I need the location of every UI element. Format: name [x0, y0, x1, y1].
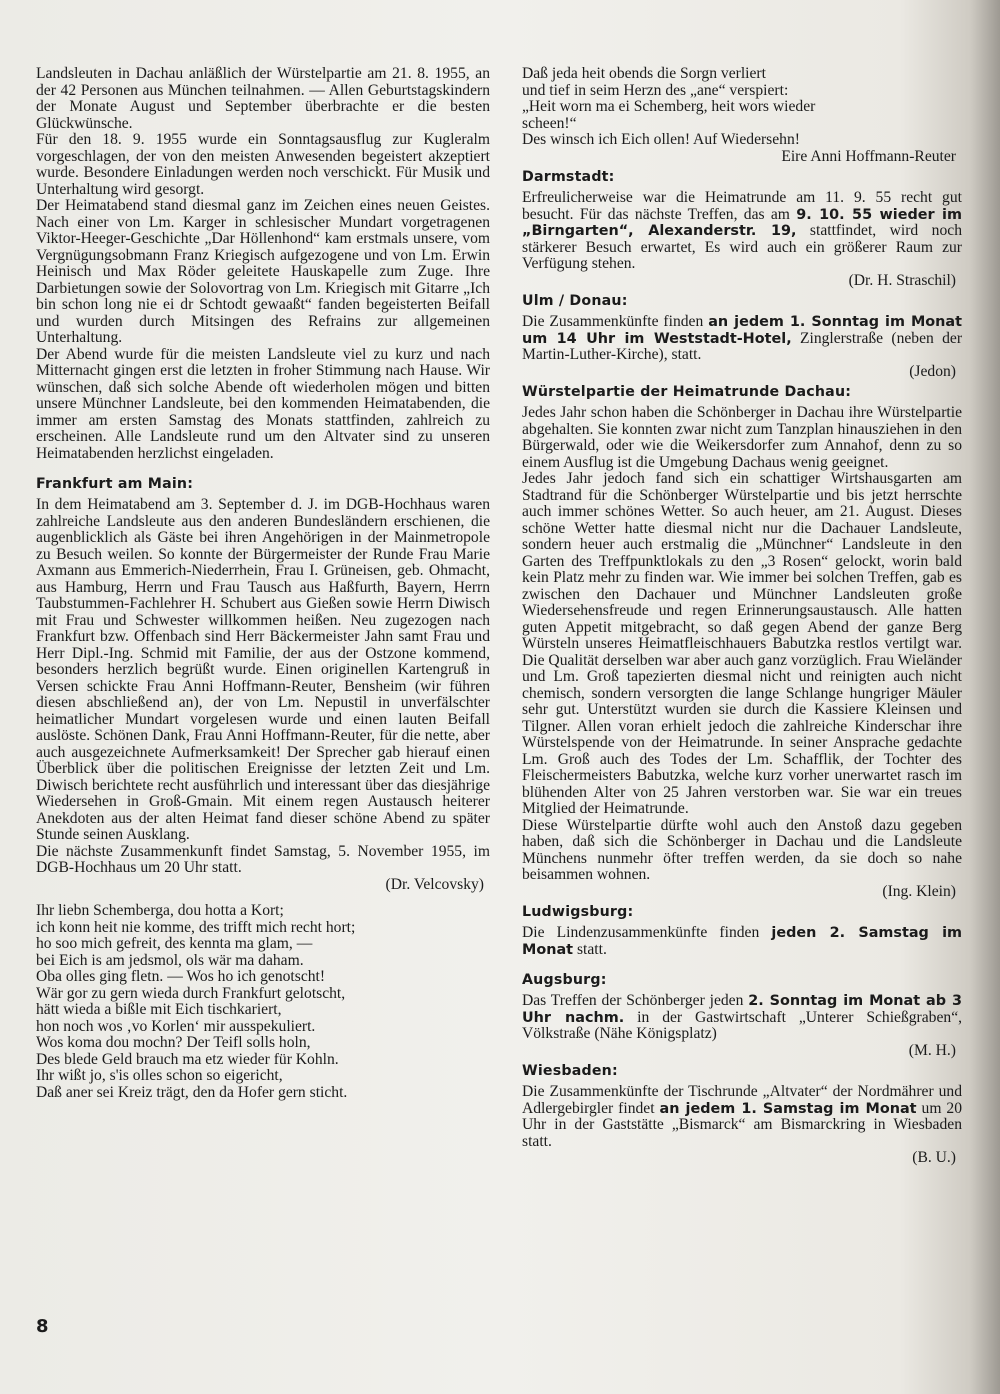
page-number: 8 [36, 1316, 49, 1337]
dachau-paragraph-1: Jedes Jahr schon haben die Schönberger in Dachau ihre Würstelpartie abgehalten. Sie konnten zwar nicht zum Tanzplan hinausziehen in den Bürgerwald, oder wie die Weikersdorfer zum Annahof, denn zu so einem Ausflug ist die Umgebung Dachaus wenig geeignet. [522, 404, 962, 471]
heimatabend-paragraph: Der Heimatabend stand diesmal ganz im Zeichen eines neuen Geistes. Nach einer von Lm. Karger in schlesischer Mundart vorgetragenen Viktor-Heeger-Geschichte „Dar Höllenhond“ kam erstmals unsere, vom Vergnügungsobmann Franz Kriegisch aufgezogene und von Lm. Erwin Heinisch und Max Röder geleitete Hauskapelle zum Zuge. Ihre Darbietungen sowie der Solovortrag von Lm. Kriegisch mit Gitarre „Ich bin schon long nie ei dr Schtodt gewaaßt“ fanden begeisterten Beifall und wurden durch Mitsingen des Refrains zur allgemeinen Unterhaltung. [36, 197, 490, 346]
section-heading-ulm: Ulm / Donau: [522, 293, 628, 309]
ulm-date-location: an jedem 1. Sonntag im Monat um 14 Uhr im Weststadt-Hotel, [522, 314, 963, 347]
signature-bu: (B. U.) [912, 1149, 956, 1166]
signature-hoffmann-reuter: Eire Anni Hoffmann-Reuter [781, 147, 956, 165]
section-heading-augsburg: Augsburg: [522, 972, 607, 988]
augsburg-text-b: in der Gastwirtschaft „Unterer Schießgraben“, Völkstraße (Nähe Königsplatz) [522, 1008, 963, 1042]
ludwigsburg-date: jeden 2. Samstag im Monat [522, 925, 963, 958]
signature-jedon: (Jedon) [909, 362, 956, 380]
excursion-paragraph: Für den 18. 9. 1955 wurde ein Sonntagsausflug zur Kugleralm vorgeschlagen, der von den meisten Anwesenden begeistert akzeptiert wurde. Besondere Einladungen werden noch verschickt. Für Musik und Unterhaltung wird gesorgt. [36, 131, 490, 198]
section-heading-ludwigsburg: Ludwigsburg: [522, 904, 634, 920]
wiesbaden-text-b: um 20 Uhr in der Gaststätte „Bismarck“ am Bismarckring in Wiesbaden statt. [522, 1099, 963, 1150]
wiesbaden-text-a: Die Zusammenkünfte der Tischrunde „Altvater“ der Nordmährer und Adlergebirgler findet [522, 1083, 962, 1117]
ulm-paragraph [522, 314, 962, 364]
dachau-paragraph-3: Diese Würstelpartie dürfte wohl auch den Anstoß dazu gegeben haben, daß sich die Schönberger in Dachau und die Landsleute Münchens nunmehr öfter treffen werden, da sie doch so nahe beisammen wohnen. [522, 816, 962, 883]
signature-klein: (Ing. Klein) [882, 882, 956, 900]
intro-paragraph: Landsleuten in Dachau anläßlich der Würstelpartie am 21. 8. 1955, an der 42 Personen aus München teilnahmen. — Allen Geburtstagskindern der Monate August und September überbrachte er die besten Glückwünsche. [36, 65, 490, 132]
augsburg-text-a: Das Treffen der Schönberger jeden [522, 992, 744, 1009]
signature-velcovsky: (Dr. Velcovsky) [385, 875, 484, 893]
darmstadt-paragraph [522, 190, 962, 273]
frankfurt-paragraph: In dem Heimatabend am 3. September d. J. im DGB-Hochhaus waren zahlreiche Landsleute aus den anderen Bundesländern erschienen, die augenblicklich als Gäste bei ihren Angehörigen in der Mainmetropole zu Besuch weilen. So konnte der Bürgermeister der Runde Frau Marie Axmann aus Emmerich-Niederrhein, Frau I. Grüneisen, geb. Ohmacht, aus Hamburg, Herrn und Frau Tausch aus Haßfurth, Bayern, Herrn Taubstummen-Fachlehrer H. Schubert aus Gießen sowie Herrn Diwisch mit Frau und Schwester willkommen heißen. Neu zugezogen nach Frankfurt bzw. Offenbach sind Herr Bäckermeister Jahn samt Frau und Herr Dipl.-Ing. Schmid mit Familie, der aus der Ostzone kommend, besonders herzlich begrüßt wurde. Einen originellen Kartengruß in Versen schickte Frau Anni Hoffmann-Reuter, Bensheim (wir führen diesen abschließend an), der von Lm. Nepustil in unverfälschter heimatlicher Mundart vorgelesen wurde und einen lauten Beifall auslöste. Schönen Dank, Frau Anni Hoffmann-Reuter, für die nette, aber auch ausgezeichnete Aufmerksamkeit! Der Sprecher gab hierauf einen Überblick über die politischen Ereignisse der letzten Zeit und Lm. Diwisch berichtete recht ausführlich und interessant über das diesjährige Wiedersehen in Groß-Gmain. Mit einem regen Austausch heiterer Anekdoten aus der alten Heimat fand dieser schöne Abend zu später Stunde seinen Ausklang. [36, 496, 490, 843]
section-heading-dachau: Würstelpartie der Heimatrunde Dachau: [522, 384, 852, 400]
ulm-text-b: Zinglerstraße (neben der Martin-Luther-Kirche), statt. [522, 329, 963, 363]
next-meeting-paragraph: Die nächste Zusammenkunft findet Samstag, 5. November 1955, im DGB-Hochhaus um 20 Uhr statt. [36, 842, 490, 876]
section-heading-wiesbaden: Wiesbaden: [522, 1063, 618, 1079]
section-heading-darmstadt: Darmstadt: [522, 169, 615, 185]
ludwigsburg-text-a: Die Lindenzusammenkünfte finden [522, 924, 760, 941]
poem-continuation: Daß jeda heit obends die Sorgn verliert und tief in seim Herzn des „ane“ verspiert: „Heit worn ma ei Schemberg, heit wors wieder scheen!“ [522, 65, 816, 132]
ludwigsburg-text-b: statt. [576, 940, 607, 958]
section-heading-frankfurt: Frankfurt am Main: [36, 476, 194, 492]
dialect-poem: Ihr liebn Schemberga, dou hotta a Kort; ich konn heit nie komme, des trifft mich recht hort; ho soo mich gefreit, des kennta ma glam, — bei Eich is am jedsmol, ols wär ma daham. Oba olles ging fletn. — Wos ho ich genotscht! Wär gor zu gern wieda durch Frankfurt gelotscht, hätt wieda a bißle mit Eich tischkariert, hon noch wos ‚vo Korlen‘ mir ausspekuliert. Wos koma dou mochn? Der Teifl solls holn, Des blede Geld brauch ma etz wieder für Kohln. Ihr wißt jo, s'is olles schon so eigericht, Daß aner sei Kreiz trägt, den da Hofer gern sticht. [36, 902, 356, 1101]
signature-mh: (M. H.) [908, 1041, 956, 1059]
augsburg-date: 2. Sonntag im Monat ab 3 Uhr nachm. [522, 993, 962, 1026]
ulm-text-a: Die Zusammenkünfte finden [522, 313, 704, 330]
darmstadt-text-a: Erfreulicherweise war die Heimatrunde am 11. 9. 55 recht gut besucht. Für das nächste Treffen, das am [522, 189, 962, 223]
right-column [522, 66, 962, 1167]
left-column [36, 66, 490, 1101]
augsburg-paragraph [522, 993, 962, 1043]
wiesbaden-paragraph [522, 1084, 962, 1150]
poem-closing-line: Des winsch ich Eich ollen! Auf Wiedersehn! [522, 131, 800, 148]
darmstadt-text-b: stattfindet, wird noch stärkerer Besuch erwartet, Es wird auch ein größerer Raum zur Verfügung stehen. [522, 222, 962, 272]
darmstadt-date-location: 9. 10. 55 wieder im „Birngarten“, Alexanderstr. 19, [522, 206, 962, 239]
signature-straschil: (Dr. H. Straschil) [848, 271, 956, 289]
evening-paragraph: Der Abend wurde für die meisten Landsleute viel zu kurz und nach Mitternacht gingen erst die letzten in froher Stimmung nach Hause. Wir wünschen, daß sich solche Abende oft wiederholen mögen und bitten unsere Münchner Landsleute, bei den kommenden Heimatabenden, die immer am ersten Samstag des Monats stattfinden, zahlreich zu erscheinen. Alle Landsleute rund um den Altvater sind zu unseren Heimatabenden herzlichst eingeladen. [36, 345, 490, 462]
wiesbaden-date: an jedem 1. Samstag im Monat [659, 1100, 917, 1117]
dachau-paragraph-2: Jedes Jahr jedoch fand sich ein schattiger Wirtshausgarten am Stadtrand für die Schönberger Würstelpartie und bis jetzt herrschte auch immer schönes Wetter. So auch heuer, am 21. August. Dieses schöne Wetter hatte diesmal nicht nur die Dachauer Landsleute, sondern heuer auch erstmalig die „Münchner“ Landsleute in den Garten des Treffpunktlokals zu den „3 Rosen“ gelockt, worin bald kein Platz mehr zu finden war. Wie immer bei solchen Treffen, gab es zwischen den Dachauer und Münchner Landsleuten große Wiedersehensfreude und regen Erinnerungsaustausch. Alle hatten guten Appetit mitgebracht, so daß gegen Abend der ganze Berg Würsteln unseres Heimatfleischhauers Babutzka restlos vertilgt war. Die Qualität derselben war aber auch ganz vorzüglich. Frau Wieländer und Lm. Groß tapezierten diesmal nicht und reinigten auch nicht chemisch, sondern versorgten die lange Schlange hungriger Mäuler sehr gut. Unterstützt wurden sie durch die Kassiere Kleinsen und Tilgner. Allen voran erhielt jedoch die zahlreiche Kinderschar ihre Würstelspende von der Heimatrunde. In seiner Ansprache gedachte Lm. Groß auch des Todes der Lm. Schafflik, der Tochter des Fleischermeisters Babutzka, welche kurz vorher unerwartet rasch im blühenden Alter von 25 Jahren verstorben war. Sie war ein treues Mitglied der Heimatrunde. [522, 470, 962, 817]
ludwigsburg-paragraph [522, 925, 962, 958]
